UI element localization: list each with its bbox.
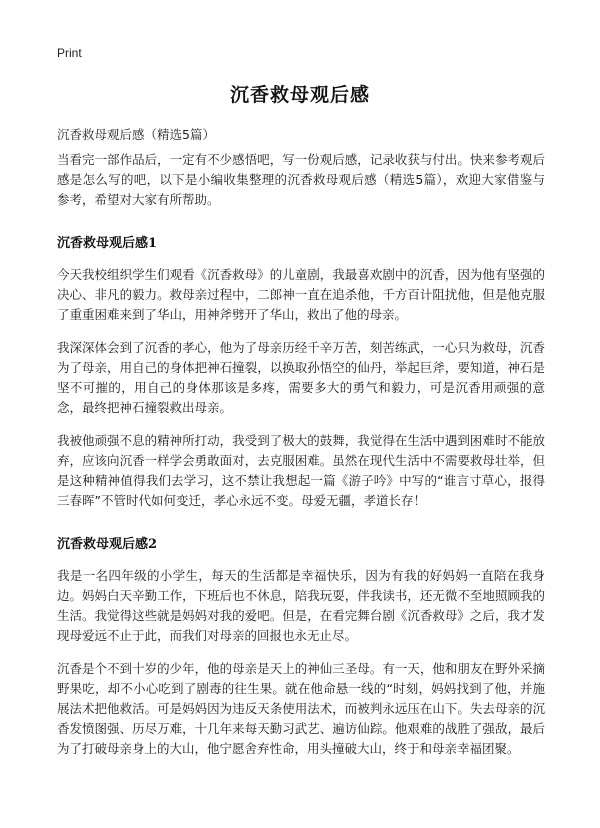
document-title: 沉香救母观后感 xyxy=(229,84,370,106)
section-heading-1: 沉香救母观后感1 xyxy=(57,236,158,251)
print-link[interactable]: Print xyxy=(57,46,82,60)
section2-paragraph-1: 我是一名四年级的小学生，每天的生活都是幸福快乐，因为有我的好妈妈一直陪在我身边。妈妈白天辛勤工作，下班后也不休息，陪我玩耍，伴我读书，还无微不至地照顾我的生活。我觉得这些就是妈妈对我的爱吧。但是，在看完舞台剧《沉香救母》之后，我才发现母爱远不止于此，而我们对母亲的回报也永无止尽。 xyxy=(57,568,545,643)
section2-paragraph-2: 沉香是个不到十岁的少年，他的母亲是天上的神仙三圣母。有一天，他和朋友在野外采摘野果吃，却不小心吃到了剧毒的往生果。就在他命悬一线的“时刻，妈妈找到了他，并施展法术把他救活。可是妈妈因为违反天条使用法术，而被判永远压在山下。失去母亲的沉香发愤图强、历尽万难，十几年来每天勤习武艺、遍访仙踪。他艰难的战胜了强敌，最后为了打破母亲身上的大山，他宁愿舍弃性命，用头撞破大山，终于和母亲幸福团聚。 xyxy=(57,661,545,756)
document-body xyxy=(57,150,545,772)
section-heading-2: 沉香救母观后感2 xyxy=(57,537,158,552)
section1-paragraph-2: 我深深体会到了沉香的孝心，他为了母亲历经千辛万苦，刻苦练武，一心只为救母，沉香为了母亲，用自己的身体把神石撞裂，以换取孙悟空的仙丹，举起巨斧，要知道，神石是坚不可摧的，用自己的身体那该是多疼，需要多大的勇气和毅力，可是沉香用顽强的意念，最终把神石撞裂救出母亲。 xyxy=(57,340,545,415)
section1-paragraph-1: 今天我校组织学生们观看《沉香救母》的儿童剧，我最喜欢剧中的沉香，因为他有坚强的决心、非凡的毅力。救母亲过程中，二郎神一直在追杀他，千方百计阻扰他，但是他克服了重重困难来到了华山，用神斧劈开了华山，救出了他的母亲。 xyxy=(57,267,545,322)
document-subtitle: 沉香救母观后感（精选5篇） xyxy=(57,127,215,142)
intro-paragraph: 当看完一部作品后，一定有不少感悟吧，写一份观后感，记录收获与付出。快来参考观后感是怎么写的吧，以下是小编收集整理的沉香救母观后感（精选5篇），欢迎大家借鉴与参考，希望对大家有所帮助。 xyxy=(57,152,545,207)
section1-paragraph-3: 我被他顽强不息的精神所打动，我受到了极大的鼓舞，我觉得在生活中遇到困难时不能放弃，应该向沉香一样学会勇敢面对，去克服困难。虽然在现代生活中不需要救母壮举，但是这种精神值得我们去学习，这不禁让我想起一篇《游子吟》中写的“谁言寸草心，报得三春晖”不管时代如何变迁，孝心永远不变。母爱无疆，孝道长存！ xyxy=(57,433,545,508)
